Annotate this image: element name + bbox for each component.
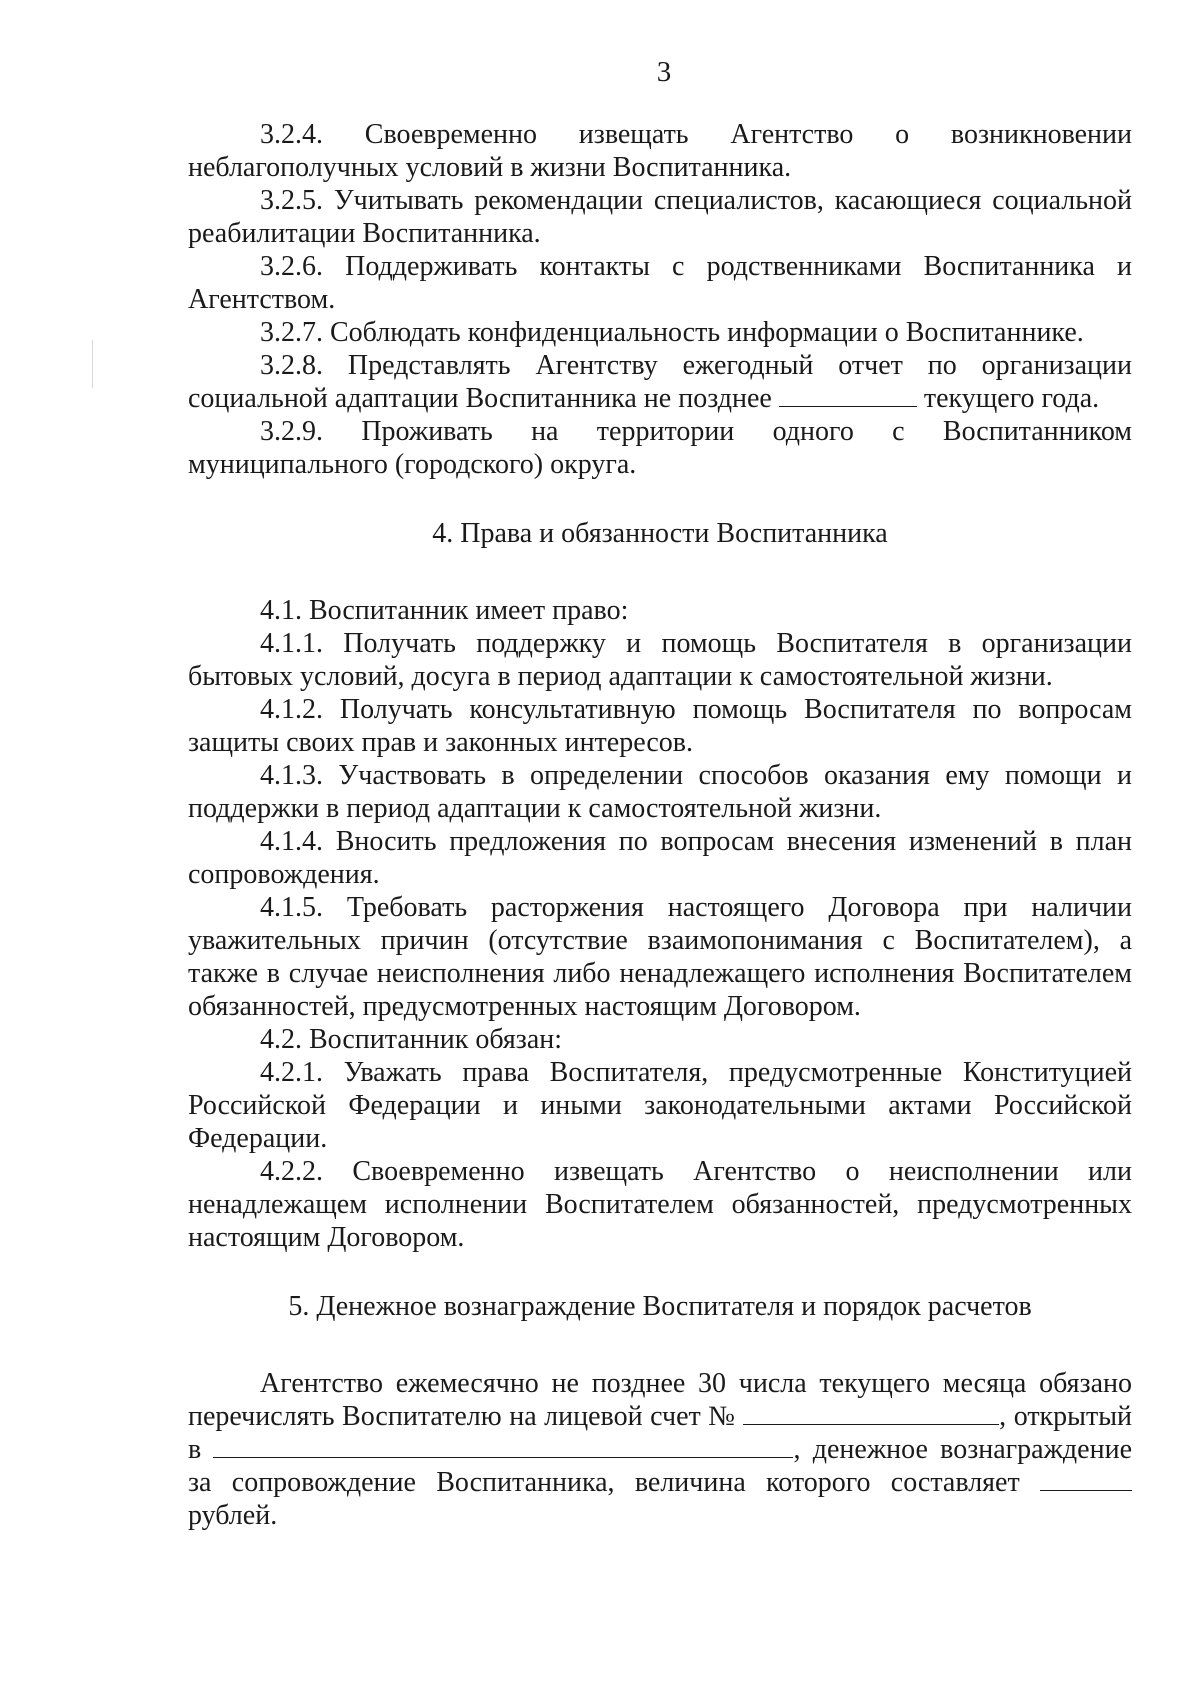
clause-4-2-2: 4.2.2. Своевременно извещать Агентство о неисполнении или ненадлежащем исполнении Воспитателем обязанностей, предусмотренных настоящим Договором.: [188, 1156, 1132, 1253]
clause-3-2-8-tail: текущего года.: [923, 383, 1100, 414]
clause-3-2-6: 3.2.6. Поддерживать контакты с родственниками Воспитанника и Агентством.: [188, 251, 1132, 315]
payment-opened-in: открытый в: [188, 1401, 1133, 1465]
clause-4-1-4: 4.1.4. Вносить предложения по вопросам внесения изменений в план сопровождения.: [188, 826, 1132, 890]
page-number: 3: [656, 56, 672, 88]
payment-reward-text: , денежное вознаграждение за сопровождение Воспитанника, величина которого составляет: [188, 1434, 1132, 1498]
document-body: [188, 118, 1132, 1532]
payment-clause: [188, 1367, 1132, 1532]
clause-3-2-5: 3.2.5. Учитывать рекомендации специалистов, касающиеся социальной реабилитации Воспитанника.: [188, 185, 1132, 249]
clause-4-2: 4.2. Воспитанник обязан:: [260, 1024, 563, 1055]
section-5-heading: 5. Денежное вознаграждение Воспитателя и порядок расчетов: [288, 1291, 1032, 1322]
clause-4-1-1: 4.1.1. Получать поддержку и помощь Воспитателя в организации бытовых условий, досуга в период адаптации к самостоятельной жизни.: [188, 628, 1132, 692]
clause-3-2-4: 3.2.4. Своевременно извещать Агентство о возникновении неблагополучных условий в жизни Воспитанника.: [188, 119, 1132, 183]
bank-name-blank: [213, 1433, 793, 1458]
section-4-heading: 4. Права и обязанности Воспитанника: [432, 518, 888, 549]
payment-clause-text: Агентство ежемесячно не позднее 30 числа текущего месяца обязано перечислять Воспитателю на лицевой счет №: [188, 1368, 1132, 1432]
clause-3-2-9: 3.2.9. Проживать на территории одного с Воспитанником муниципального (городского) округа.: [188, 416, 1132, 480]
amount-blank: [1040, 1466, 1132, 1491]
clause-3-2-8: [188, 349, 1132, 415]
payment-comma: ,: [999, 1401, 1007, 1432]
deadline-blank: [779, 382, 917, 407]
clause-4-1-2: 4.1.2. Получать консультативную помощь Воспитателя по вопросам защиты своих прав и законных интересов.: [188, 694, 1132, 758]
clause-4-1: 4.1. Воспитанник имеет право:: [260, 595, 629, 626]
clause-3-2-8-text: 3.2.8. Представлять Агентству ежегодный отчет по организации социальной адаптации Воспитанника не позднее: [188, 350, 1132, 414]
payment-currency: рублей.: [188, 1500, 278, 1531]
clause-4-1-3: 4.1.3. Участвовать в определении способов оказания ему помощи и поддержки в период адаптации к самостоятельной жизни.: [188, 760, 1132, 824]
clause-4-2-1: 4.2.1. Уважать права Воспитателя, предусмотренные Конституцией Российской Федерации и иными законодательными актами Российской Федерации.: [188, 1057, 1132, 1154]
account-number-blank: [743, 1400, 999, 1425]
clause-3-2-7: 3.2.7. Соблюдать конфиденциальность информации о Воспитаннике.: [260, 317, 1084, 348]
clause-4-1-5: 4.1.5. Требовать расторжения настоящего Договора при наличии уважительных причин (отсутствие взаимопонимания с Воспитателем), а также в случае неисполнения либо ненадлежащего исполнения Воспитателем обязанностей, предусмотренных настоящим Договором.: [188, 892, 1132, 1022]
scan-margin-mark: [92, 340, 93, 388]
